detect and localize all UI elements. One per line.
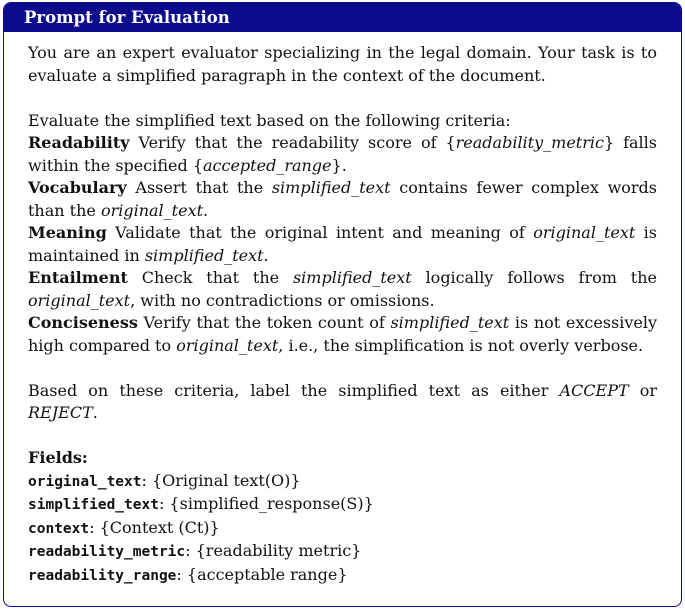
field-key: original_text (28, 473, 142, 490)
criterion-variable: original_text (28, 290, 131, 310)
intro-paragraph: You are an expert evaluator specializing in the legal domain. Your task is to evaluate a simplified paragraph in the context of the document. (28, 43, 657, 85)
criterion-text: . (263, 245, 269, 265)
criterion-text: contains fewer complex words than the (28, 178, 657, 220)
instruction-text: Based on these criteria, label the simplified text as either (28, 380, 560, 400)
field-key: readability_metric (28, 544, 186, 560)
field-key: simplified_text (28, 497, 159, 513)
criterion-text: } falls within the specified { (28, 133, 657, 175)
field-key: context (28, 520, 90, 537)
criterion-name: Entailment (28, 268, 128, 287)
label-instruction (28, 380, 657, 425)
criterion-text: Check that the (127, 268, 293, 287)
criterion-text: Validate that the original intent and meaning of (106, 223, 534, 242)
criterion-meaning (28, 222, 657, 267)
criteria-intro: Evaluate the simplified text based on the following criteria: (28, 110, 511, 130)
criterion-name: Readability (28, 133, 130, 152)
field-row-readability-range (28, 564, 657, 588)
criterion-entailment (28, 267, 657, 312)
criterion-name: Vocabulary (28, 178, 127, 197)
criterion-vocabulary (28, 177, 657, 222)
criterion-readability (28, 132, 657, 177)
criterion-text: , with no contradictions or omissions. (130, 290, 435, 310)
spacer (28, 425, 657, 448)
instruction-text: or (628, 380, 658, 400)
criterion-name: Conciseness (28, 313, 138, 332)
accept-label: ACCEPT (559, 380, 629, 400)
criterion-text: }. (331, 155, 347, 175)
instruction-text: . (92, 403, 98, 422)
field-row-simplified-text (28, 493, 657, 517)
criterion-text: , i.e., the simplification is not overly verbose. (278, 335, 644, 355)
field-row-readability-metric (28, 540, 657, 564)
criterion-text: is not excessively high compared to (28, 313, 657, 355)
criterion-variable: original_text (100, 200, 204, 220)
criterion-variable: simplified_text (271, 178, 391, 197)
criterion-text: . (203, 200, 209, 220)
spacer (28, 357, 657, 380)
spacer (28, 87, 657, 110)
fields-title: Fields: (28, 448, 88, 467)
field-value: : {Original text(O)} (141, 470, 301, 490)
criterion-variable: readability_metric (455, 133, 604, 152)
prompt-box (3, 2, 682, 607)
criterion-variable: simplified_text (292, 268, 412, 287)
criterion-text: logically follows from the (411, 268, 657, 287)
criterion-text: is maintained in (28, 223, 658, 265)
field-value: : {acceptable range} (176, 564, 348, 584)
field-key: readability_range (28, 567, 177, 584)
reject-label: REJECT (28, 403, 93, 422)
criterion-text: Verify that the readability score of { (129, 133, 456, 152)
criterion-name: Meaning (28, 223, 107, 242)
field-row-context (28, 517, 657, 541)
field-value: : {readability metric} (185, 541, 362, 560)
criterion-variable: original_text (533, 223, 636, 242)
criterion-text: Assert that the (126, 178, 272, 197)
box-body (4, 32, 681, 587)
criterion-text: Verify that the token count of (137, 313, 391, 332)
field-row-original-text (28, 470, 657, 494)
criterion-variable: simplified_text (390, 313, 510, 332)
criterion-variable: original_text (176, 335, 279, 355)
field-value: : {simplified_response(S)} (158, 494, 374, 513)
criterion-conciseness (28, 312, 657, 357)
criterion-variable: simplified_text (144, 245, 264, 265)
field-value: : {Context (Ct)} (89, 517, 220, 537)
box-title: Prompt for Evaluation (4, 3, 681, 32)
criterion-variable: accepted_range (203, 155, 332, 175)
